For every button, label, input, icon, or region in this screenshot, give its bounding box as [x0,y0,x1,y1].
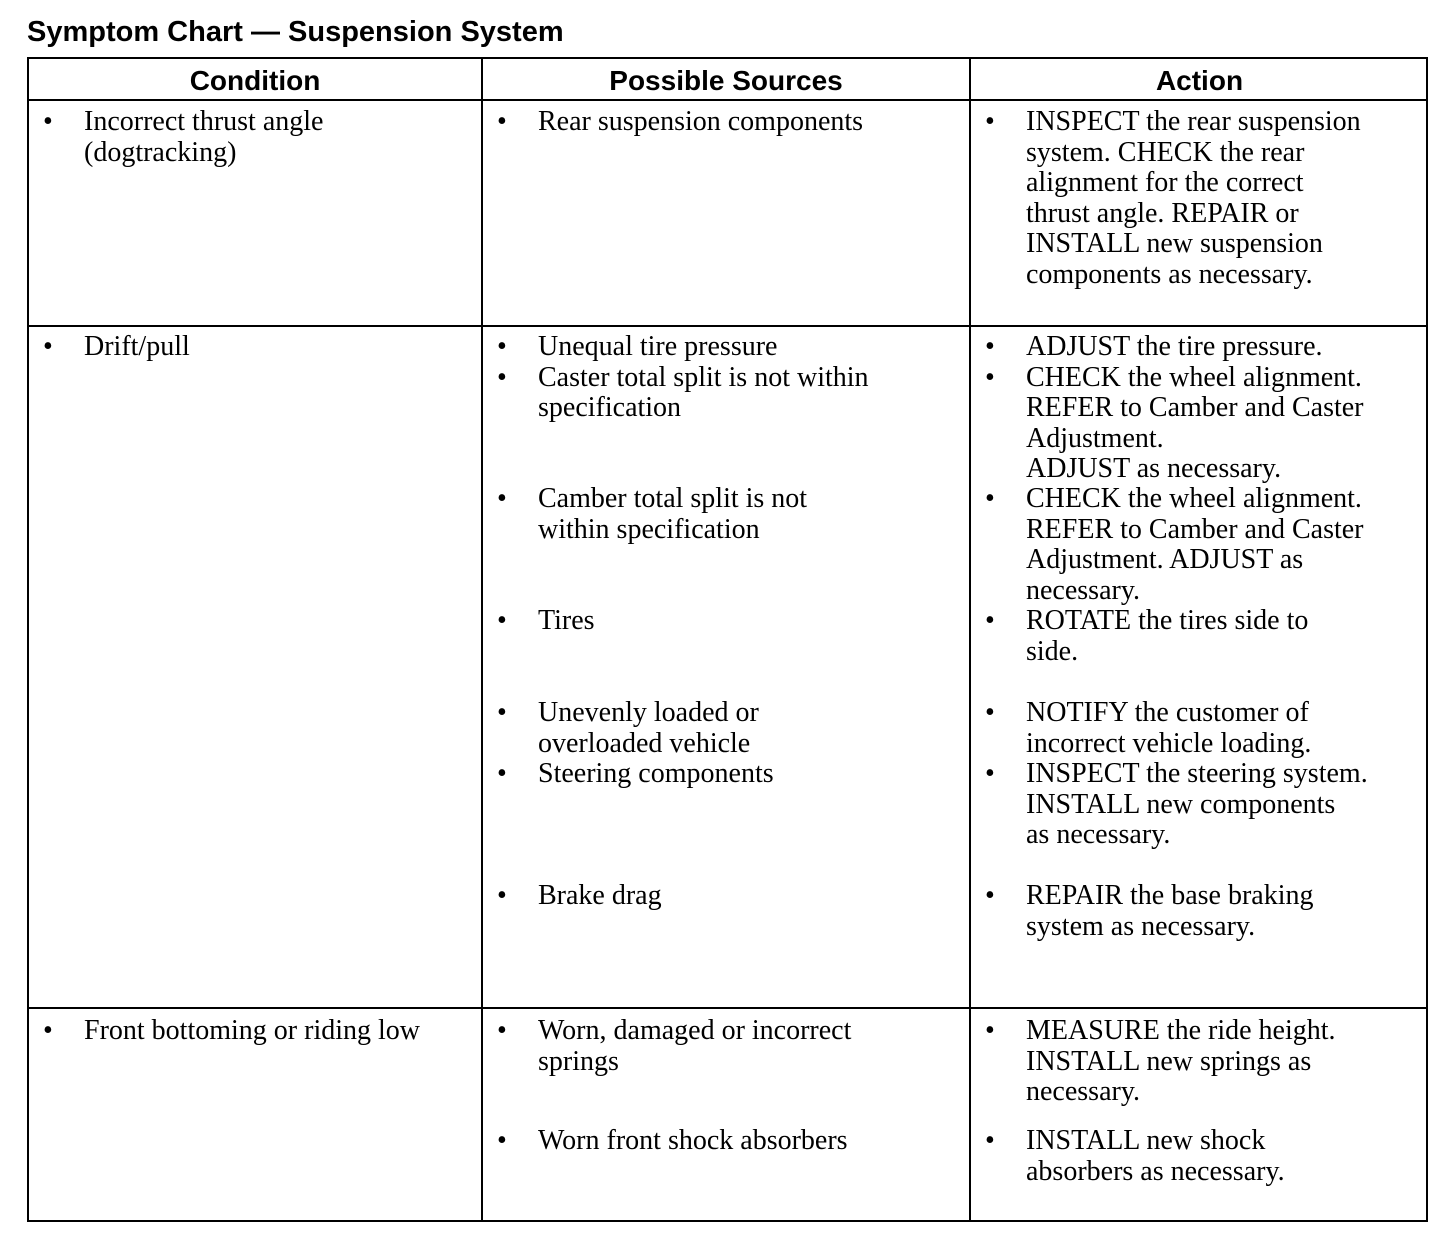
bullet-icon: • [985,758,995,789]
bullet-icon: • [497,758,507,789]
action-text: ROTATE the tires side to side. [1026,605,1309,667]
bullet-icon: • [985,106,995,137]
bullet-icon: • [497,361,507,393]
bullet-icon: • [985,483,995,514]
action-text: ADJUST the tire pressure. [1026,331,1323,362]
bullet-icon: • [43,106,53,137]
bullet-icon: • [985,1015,995,1046]
source-text: Unequal tire pressure [538,331,778,362]
source-text: Worn front shock absorbers [538,1125,848,1156]
condition-text: Front bottoming or riding low [84,1015,420,1046]
bullet-icon: • [497,1125,507,1156]
list-item [985,484,1425,606]
action-text: CHECK the wheel alignment. REFER to Camber and Caster Adjustment. ADJUST as necessary. [1026,483,1364,606]
list-item [985,332,1425,363]
list-item [43,107,479,168]
bullet-icon: • [497,1015,507,1046]
bullet-icon: • [497,331,507,362]
source-text: Tires [538,605,595,636]
list-item [43,1016,479,1047]
condition-text: Drift/pull [84,331,190,362]
column-header-action: Action [1155,65,1244,96]
action-text: NOTIFY the customer of incorrect vehicle loading. [1026,697,1312,759]
bullet-icon: • [497,697,507,728]
list-item [497,107,965,138]
list-item [985,759,1425,851]
list-item [497,1126,965,1157]
bullet-icon: • [985,1125,995,1156]
chart-title: Symptom Chart — Suspension System [27,16,564,48]
list-item [985,363,1425,485]
column-header-possible-sources: Possible Sources [609,65,843,96]
source-text: Brake drag [538,880,662,911]
source-text: Camber total split is not within specification [538,483,808,545]
bullet-icon: • [497,483,507,514]
list-item [497,484,965,545]
list-item [985,606,1425,667]
action-text: INSPECT the steering system. INSTALL new components as necessary. [1026,758,1368,850]
list-item [43,332,479,363]
list-item [497,698,965,759]
list-item [985,1016,1425,1108]
list-item [985,107,1425,290]
source-text: Steering components [538,758,774,789]
source-text: Rear suspension components [538,106,864,137]
row-divider [29,1007,1426,1009]
action-text: INSTALL new shock absorbers as necessary. [1026,1125,1285,1187]
action-text: INSPECT the rear suspension system. CHECK the rear alignment for the correct thrust angle. REPAIR or INSTALL new suspension components as necessary. [1026,106,1361,290]
row-divider [29,325,1426,327]
list-item [497,759,965,790]
bullet-icon: • [985,605,995,636]
bullet-icon: • [43,1015,53,1046]
list-item [985,881,1425,942]
list-item [497,606,965,637]
bullet-icon: • [985,361,995,393]
bullet-icon: • [43,331,53,362]
condition-text: Incorrect thrust angle (dogtracking) [84,106,324,168]
bullet-icon: • [497,605,507,636]
source-text: Unevenly loaded or overloaded vehicle [538,697,759,759]
list-item [497,1016,965,1077]
column-header-condition: Condition [189,65,321,96]
bullet-icon: • [497,106,507,137]
bullet-icon: • [497,880,507,911]
action-text: REPAIR the base braking system as necessary. [1026,880,1314,942]
action-text: MEASURE the ride height. INSTALL new springs as necessary. [1026,1015,1336,1107]
list-item [985,698,1425,759]
bullet-icon: • [985,331,995,362]
list-item [497,363,965,424]
list-item [497,881,965,912]
list-item [985,1126,1425,1187]
column-divider [481,59,483,1220]
bullet-icon: • [985,697,995,728]
source-text: Caster total split is not within specification [538,361,869,423]
action-text: CHECK the wheel alignment. REFER to Camber and Caster Adjustment. ADJUST as necessary. [1026,361,1364,484]
list-item [497,332,965,363]
column-divider [969,59,971,1220]
bullet-icon: • [985,880,995,911]
source-text: Worn, damaged or incorrect springs [538,1015,852,1077]
symptom-chart-table [27,57,1428,1222]
